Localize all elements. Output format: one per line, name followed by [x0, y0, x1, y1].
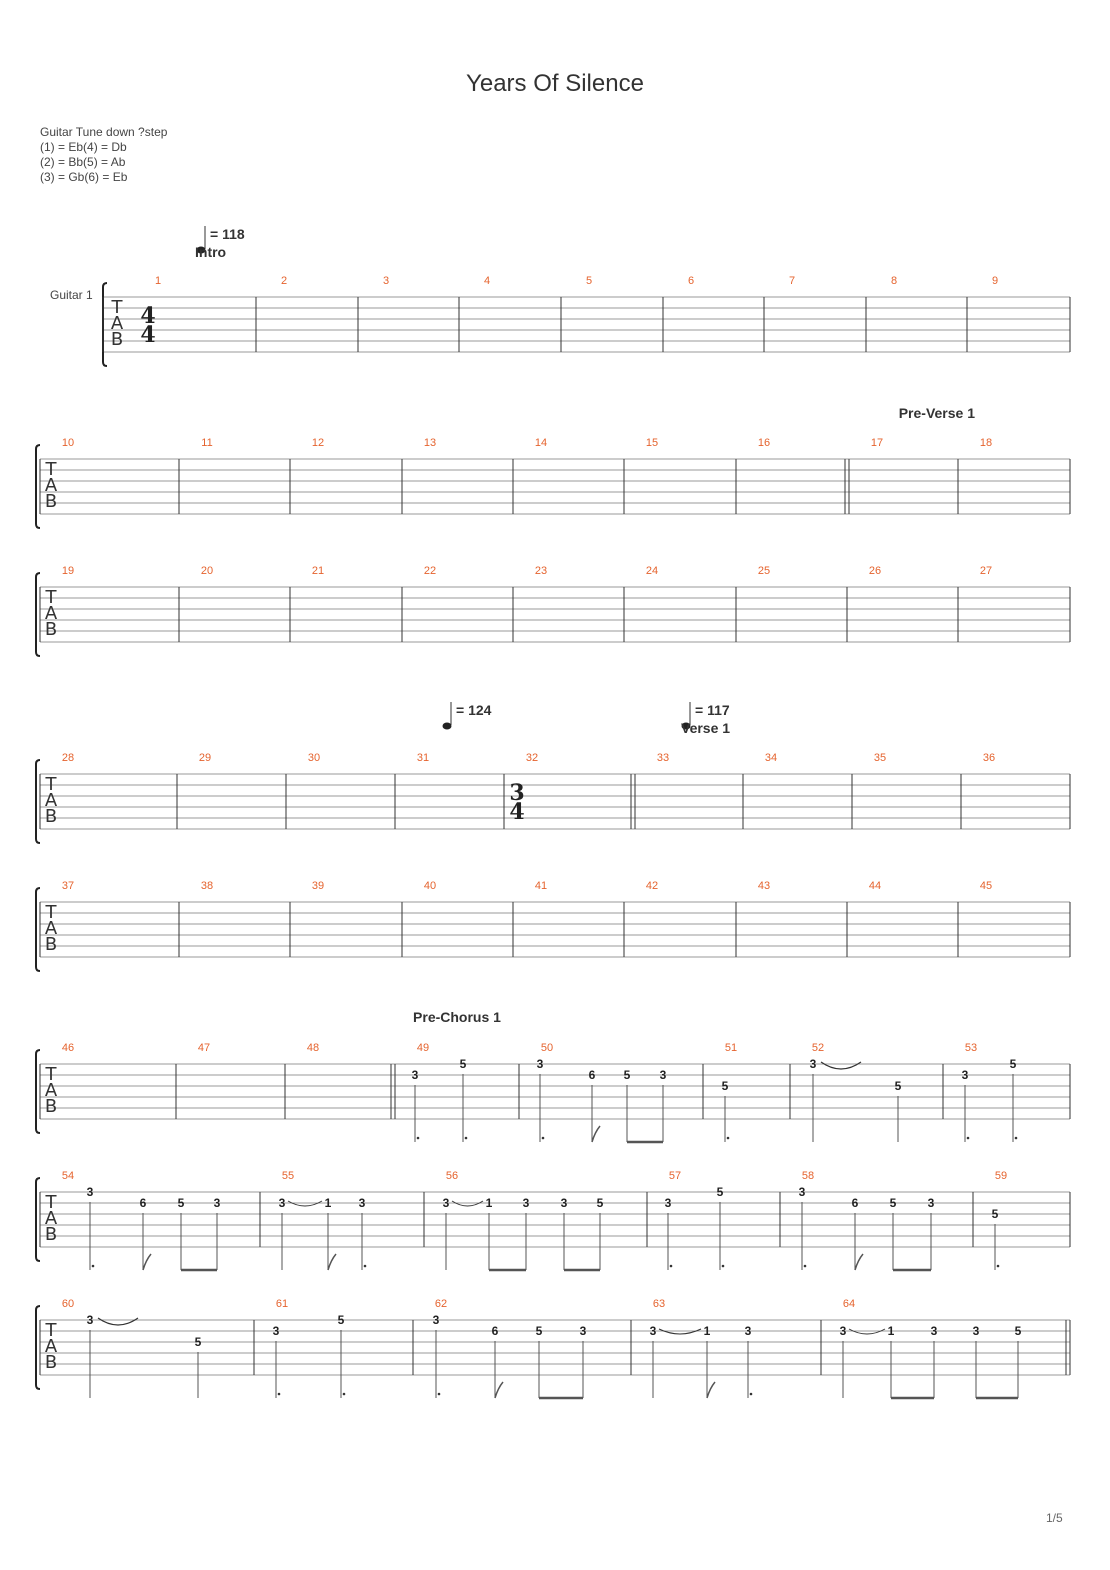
tuning-line: (1) = Eb(4) = Db	[40, 140, 127, 154]
measure-number: 2	[280, 275, 288, 287]
tab-system-4	[36, 752, 1070, 843]
score-title: Years Of Silence	[466, 70, 644, 97]
measure-number: 56	[445, 1170, 459, 1182]
measure-number: 9	[991, 275, 999, 287]
fret-number: 5	[596, 1196, 604, 1210]
tab-system-3	[36, 565, 1070, 656]
fret-number: 1	[485, 1196, 493, 1210]
measure-number: 11	[201, 437, 213, 449]
dot	[997, 1265, 1000, 1268]
measure-number: 55	[281, 1170, 295, 1182]
dot	[465, 1137, 468, 1140]
dot	[92, 1265, 95, 1268]
tab-system-8	[36, 1298, 1070, 1398]
measure-number: 41	[534, 880, 548, 892]
tab-system-7	[36, 1170, 1070, 1270]
page-number: 1/5	[1046, 1511, 1063, 1525]
dot	[438, 1393, 441, 1396]
tab-letter: B	[44, 1352, 58, 1373]
tab-letter: T	[45, 774, 57, 795]
measure-number: 35	[873, 752, 887, 764]
fret-number: 3	[961, 1068, 969, 1082]
measure-number: 10	[61, 437, 75, 449]
measure-number: 37	[61, 880, 75, 892]
fret-number: 3	[442, 1196, 450, 1210]
tab-letter: A	[44, 918, 58, 939]
tab-letter: T	[111, 297, 123, 318]
tab-letter: B	[44, 619, 58, 640]
measure-number: 20	[200, 565, 214, 577]
fret-number: 1	[887, 1324, 895, 1338]
measure-number: 60	[61, 1298, 75, 1310]
fret-number: 3	[649, 1324, 657, 1338]
tab-system-6	[36, 1042, 1070, 1142]
tuning-line: (2) = Bb(5) = Ab	[40, 155, 126, 169]
tab-system-2	[36, 437, 1070, 528]
measure-number: 32	[525, 752, 539, 764]
measure-number: 12	[311, 437, 325, 449]
tab-letter: T	[45, 1064, 57, 1085]
fret-number: 5	[894, 1079, 902, 1093]
note-flag	[592, 1126, 600, 1142]
measure-number: 51	[724, 1042, 738, 1054]
fret-number: 6	[491, 1324, 499, 1338]
measure-number: 24	[645, 565, 659, 577]
fret-number: 3	[579, 1324, 587, 1338]
measure-number: 3	[382, 275, 390, 287]
fret-number: 3	[930, 1324, 938, 1338]
time-signature-numerator: 3	[509, 780, 525, 806]
measure-number: 27	[979, 565, 993, 577]
measure-number: 49	[416, 1042, 430, 1054]
note-flag	[143, 1254, 151, 1270]
dot	[722, 1265, 725, 1268]
fret-number: 3	[972, 1324, 980, 1338]
tab-letter: A	[44, 790, 58, 811]
fret-number: 3	[664, 1196, 672, 1210]
tab-letter: B	[44, 1096, 58, 1117]
measure-number: 4	[483, 275, 491, 287]
system-bracket	[36, 888, 40, 971]
tab-letter: T	[45, 902, 57, 923]
system-bracket	[36, 1050, 40, 1133]
measure-number: 33	[656, 752, 670, 764]
fret-number: 5	[194, 1335, 202, 1349]
measure-number: 40	[423, 880, 437, 892]
system-bracket	[36, 445, 40, 528]
note-flag	[707, 1382, 715, 1398]
fret-number: 3	[278, 1196, 286, 1210]
section-label: Intro	[195, 244, 227, 260]
tab-letter: A	[44, 1336, 58, 1357]
measure-number: 7	[788, 275, 796, 287]
section-label: Pre-Chorus 1	[413, 1009, 501, 1025]
tab-letter: B	[44, 934, 58, 955]
measure-number: 57	[668, 1170, 682, 1182]
tempo-label: = 124	[456, 702, 492, 718]
measure-number: 53	[964, 1042, 978, 1054]
system-bracket	[36, 573, 40, 656]
system-bracket	[36, 1178, 40, 1261]
fret-number: 6	[851, 1196, 859, 1210]
tab-letter: A	[44, 475, 58, 496]
tab-letter: A	[44, 603, 58, 624]
measure-number: 50	[540, 1042, 554, 1054]
measure-number: 13	[423, 437, 437, 449]
fret-number: 3	[560, 1196, 568, 1210]
measure-number: 26	[868, 565, 882, 577]
measure-number: 1	[154, 275, 162, 287]
fret-number: 5	[459, 1057, 467, 1071]
dot	[364, 1265, 367, 1268]
fret-number: 5	[535, 1324, 543, 1338]
tab-letter: A	[44, 1208, 58, 1229]
fret-number: 3	[272, 1324, 280, 1338]
fret-number: 3	[839, 1324, 847, 1338]
tuning-line: (3) = Gb(6) = Eb	[40, 170, 128, 184]
fret-number: 3	[411, 1068, 419, 1082]
fret-number: 3	[86, 1313, 94, 1327]
measure-number: 48	[306, 1042, 320, 1054]
tab-letter: B	[44, 491, 58, 512]
measure-number: 58	[801, 1170, 815, 1182]
measure-number: 34	[764, 752, 778, 764]
dot	[804, 1265, 807, 1268]
fret-number: 3	[744, 1324, 752, 1338]
measure-number: 16	[757, 437, 771, 449]
fret-number: 3	[213, 1196, 221, 1210]
fret-number: 3	[358, 1196, 366, 1210]
fret-number: 5	[337, 1313, 345, 1327]
measure-number: 17	[870, 437, 884, 449]
fret-number: 3	[86, 1185, 94, 1199]
tab-letter: A	[44, 1080, 58, 1101]
fret-number: 1	[703, 1324, 711, 1338]
track-name: Guitar 1	[50, 288, 93, 302]
fret-number: 3	[798, 1185, 806, 1199]
system-bracket	[103, 283, 107, 366]
tab-letter: T	[45, 587, 57, 608]
fret-number: 3	[536, 1057, 544, 1071]
dot	[417, 1137, 420, 1140]
measure-number: 63	[652, 1298, 666, 1310]
measure-number: 61	[275, 1298, 289, 1310]
system-bracket	[36, 760, 40, 843]
dot	[750, 1393, 753, 1396]
fret-number: 3	[659, 1068, 667, 1082]
tab-system-1	[103, 275, 1070, 366]
dot	[278, 1393, 281, 1396]
dot	[542, 1137, 545, 1140]
fret-number: 6	[588, 1068, 596, 1082]
time-signature-denominator: 4	[140, 322, 156, 348]
measure-number: 19	[61, 565, 75, 577]
tab-letter: T	[45, 1192, 57, 1213]
dot	[727, 1137, 730, 1140]
measure-number: 14	[534, 437, 548, 449]
tuning-line: Guitar Tune down ?step	[40, 125, 168, 139]
fret-number: 3	[432, 1313, 440, 1327]
fret-number: 6	[139, 1196, 147, 1210]
time-signature-numerator: 4	[140, 303, 156, 329]
fret-number: 5	[721, 1079, 729, 1093]
tab-letter: T	[45, 1320, 57, 1341]
fret-number: 5	[889, 1196, 897, 1210]
section-label: Pre-Verse 1	[898, 405, 975, 421]
tab-letter: B	[44, 1224, 58, 1245]
fret-number: 5	[1014, 1324, 1022, 1338]
measure-number: 22	[423, 565, 437, 577]
measure-number: 25	[757, 565, 771, 577]
measure-number: 38	[200, 880, 214, 892]
tie	[98, 1318, 138, 1325]
note-flag	[328, 1254, 336, 1270]
time-signature-denominator: 4	[509, 799, 525, 825]
fret-number: 3	[522, 1196, 530, 1210]
fret-number: 3	[809, 1057, 817, 1071]
fret-number: 5	[716, 1185, 724, 1199]
fret-number: 5	[991, 1207, 999, 1221]
measure-number: 18	[979, 437, 993, 449]
measure-number: 21	[311, 565, 325, 577]
measure-number: 5	[585, 275, 593, 287]
measure-number: 46	[61, 1042, 75, 1054]
measure-number: 30	[307, 752, 321, 764]
tab-system-5	[36, 880, 1070, 971]
measure-number: 29	[198, 752, 212, 764]
measure-number: 64	[842, 1298, 856, 1310]
tempo-note-head	[443, 723, 452, 730]
fret-number: 5	[177, 1196, 185, 1210]
note-flag	[495, 1382, 503, 1398]
measure-number: 59	[994, 1170, 1008, 1182]
measure-number: 39	[311, 880, 325, 892]
tempo-label: = 117	[695, 702, 730, 718]
tab-letter: B	[44, 806, 58, 827]
measure-number: 54	[61, 1170, 75, 1182]
system-bracket	[36, 1306, 40, 1389]
note-flag	[855, 1254, 863, 1270]
measure-number: 36	[982, 752, 996, 764]
dot	[670, 1265, 673, 1268]
measure-number: 23	[534, 565, 548, 577]
measure-number: 8	[890, 275, 898, 287]
measure-number: 31	[416, 752, 430, 764]
tab-letter: T	[45, 459, 57, 480]
measure-number: 42	[645, 880, 659, 892]
measure-number: 45	[979, 880, 993, 892]
measure-number: 28	[61, 752, 75, 764]
section-label: Verse 1	[681, 720, 731, 736]
measure-number: 52	[811, 1042, 825, 1054]
fret-number: 1	[324, 1196, 332, 1210]
fret-number: 5	[623, 1068, 631, 1082]
fret-number: 5	[1009, 1057, 1017, 1071]
measure-number: 15	[645, 437, 659, 449]
dot	[967, 1137, 970, 1140]
measure-number: 6	[687, 275, 695, 287]
fret-number: 3	[927, 1196, 935, 1210]
tempo-label: = 118	[210, 226, 245, 242]
tie	[821, 1062, 861, 1069]
measure-number: 43	[757, 880, 771, 892]
dot	[1015, 1137, 1018, 1140]
dot	[343, 1393, 346, 1396]
measure-number: 47	[197, 1042, 211, 1054]
measure-number: 44	[868, 880, 882, 892]
tab-letter: B	[110, 329, 124, 350]
tab-letter: A	[110, 313, 124, 334]
measure-number: 62	[434, 1298, 448, 1310]
